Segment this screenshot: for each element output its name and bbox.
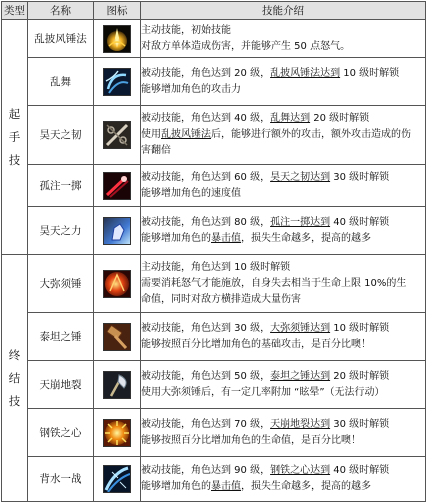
- skill-description-line: 使用乱披风锤法后，能够进行额外的攻击，额外攻击造成的伤: [141, 129, 411, 140]
- skill-row: [2, 106, 426, 165]
- skill-icon-cell: [94, 106, 141, 165]
- skills-table-body: [2, 20, 426, 502]
- skill-type-cell: [2, 255, 28, 502]
- skill-description: [141, 409, 426, 457]
- skill-row: [2, 58, 426, 106]
- skill-icon-cell: [94, 361, 141, 409]
- skill-name: 泰坦之锤: [28, 313, 94, 361]
- skill-type-char: 技: [8, 393, 21, 408]
- skill-icon-cell: [94, 165, 141, 207]
- skill-type-char: 手: [8, 129, 21, 144]
- skill-description-line: 能够增加角色的暴击值，损失生命越多，提高的越多: [141, 481, 371, 492]
- skill-name: 钢铁之心: [28, 409, 94, 457]
- skill-name: 昊天之力: [28, 207, 94, 255]
- skill-description-line: 害翻倍: [141, 145, 171, 156]
- skill-description-line: 被动技能，角色达到 50 级，泰坦之锤达到 20 级时解锁: [141, 370, 390, 382]
- skill-icon-cell: [94, 457, 141, 502]
- skill-icon-cell: [94, 207, 141, 255]
- skill-icon-cell: [94, 313, 141, 361]
- header-description: 技能介绍: [141, 2, 426, 20]
- skill-name: 孤注一掷: [28, 165, 94, 207]
- skill-description: [141, 106, 426, 165]
- golden-flame-burst-icon: [103, 25, 131, 53]
- skill-description-line: 能够增加角色的暴击值，损失生命越多，提高的越多: [141, 232, 371, 244]
- skill-description: [141, 313, 426, 361]
- skill-type-char: 技: [8, 152, 21, 167]
- skill-description-line: 能够按照百分比增加角色的生命值，是百分比噢！: [141, 434, 361, 446]
- skill-description-line: 被动技能，角色达到 40 级，乱舞达到 20 级时解锁: [141, 113, 370, 124]
- skill-description: [141, 457, 426, 502]
- skill-description: [141, 361, 426, 409]
- red-strike-icon: [103, 172, 131, 200]
- skill-description-line: 被动技能，角色达到 30 级，大弥须锤达到 10 级时解锁: [141, 322, 390, 334]
- skill-row: [2, 361, 426, 409]
- skill-name: 乱舞: [28, 58, 94, 106]
- header-icon: 图标: [94, 2, 141, 20]
- skill-row: [2, 313, 426, 361]
- skill-row: [2, 20, 426, 58]
- blue-fist-icon: [103, 217, 131, 245]
- axe-icon: [103, 371, 131, 399]
- skill-description-line: 被动技能，角色达到 80 级，孤注一掷达到 40 级时解锁: [141, 216, 390, 228]
- blue-slash-icon: [103, 465, 131, 493]
- header-row: [2, 2, 426, 20]
- skill-description-line: 主动技能，角色达到 10 级时解锁: [141, 261, 291, 273]
- skill-description-line: 需要消耗怒气才能施放，自身失去相当于生命上限 10%的生: [141, 277, 407, 289]
- skill-description-line: 能够增加角色的攻击力: [141, 83, 241, 95]
- skill-name: 背水一战: [28, 457, 94, 502]
- skill-icon-cell: [94, 58, 141, 106]
- sun-burst-icon: [103, 419, 131, 447]
- skill-description-line: 被动技能，角色达到 90 级，钢铁之心达到 40 级时解锁: [141, 465, 390, 476]
- skill-description: [141, 207, 426, 255]
- skill-description: [141, 255, 426, 313]
- skill-row: [2, 457, 426, 502]
- header-type: 类型: [2, 2, 28, 20]
- skill-type-char: 起: [8, 106, 21, 121]
- skill-type-char: 终: [8, 347, 21, 362]
- skill-description: [141, 20, 426, 58]
- skill-description-line: 被动技能，角色达到 70 级，天崩地裂达到 30 级时解锁: [141, 418, 390, 430]
- skill-icon-cell: [94, 20, 141, 58]
- skill-description-line: 被动技能，角色达到 60 级，昊天之韧达到 30 级时解锁: [141, 171, 390, 183]
- skill-description-line: 命值，同时对敌方横排造成大量伤害: [141, 293, 301, 305]
- skill-description-line: 能够增加角色的速度值: [141, 187, 241, 199]
- chain-weapon-icon: [103, 121, 131, 149]
- skill-name: 昊天之韧: [28, 106, 94, 165]
- skill-description-line: 使用大弥须锤后，有一定几率附加 “眩晕”（无法行动）: [141, 386, 385, 398]
- skill-icon-cell: [94, 409, 141, 457]
- skill-description: [141, 58, 426, 106]
- blue-swirl-icon: [103, 68, 131, 96]
- skill-row: [2, 165, 426, 207]
- skill-description: [141, 165, 426, 207]
- skill-icon-cell: [94, 255, 141, 313]
- skill-description-line: 主动技能，初始技能: [141, 24, 231, 36]
- fire-burst-icon: [103, 270, 131, 298]
- skills-table: [1, 1, 426, 502]
- skill-type-cell: [2, 20, 28, 255]
- skill-row: [2, 255, 426, 313]
- skill-description-line: 被动技能，角色达到 20 级，乱披风锤法达到 10 级时解锁: [141, 67, 400, 79]
- header-name: 名称: [28, 2, 94, 20]
- skill-name: 乱披风锤法: [28, 20, 94, 58]
- skill-type-char: 结: [8, 370, 21, 385]
- skill-row: [2, 207, 426, 255]
- skill-description-line: 对敌方单体造成伤害，并能够产生 50 点怒气。: [141, 40, 351, 52]
- skill-name: 大弥须锤: [28, 255, 94, 313]
- hammer-icon: [103, 323, 131, 351]
- skill-description-line: 能够按照百分比增加角色的基础攻击，是百分比噢！: [141, 338, 371, 350]
- skill-name: 天崩地裂: [28, 361, 94, 409]
- skill-row: [2, 409, 426, 457]
